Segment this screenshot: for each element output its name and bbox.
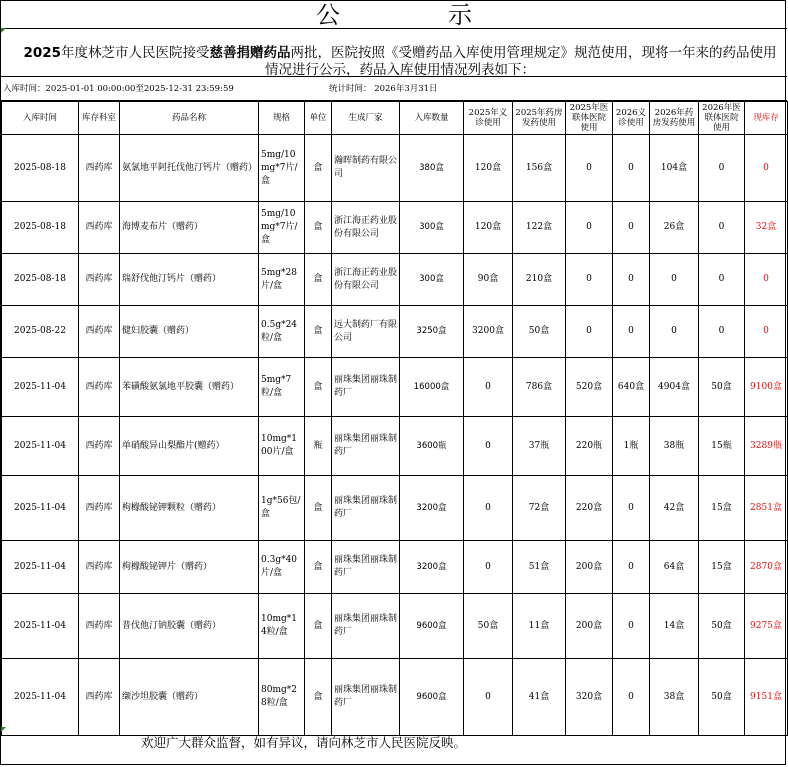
cell-unit: 盒	[305, 306, 332, 358]
cell-stock: 9151盒	[745, 659, 788, 736]
cell-stock: 2870盒	[745, 541, 788, 594]
cell-name: 健妇胶囊（赠药）	[120, 306, 259, 358]
cell-dept: 西药库	[79, 306, 120, 358]
cell-date: 2025-11-04	[2, 358, 79, 417]
cell-date: 2025-11-04	[2, 476, 79, 541]
cell-name: 枸橼酸铋钾颗粒（赠药）	[120, 476, 259, 541]
column-header: 规格	[259, 102, 305, 135]
stat-date: 统计时间： 2026年3月31日	[329, 84, 438, 94]
cell-y25-pharm: 72盒	[513, 476, 566, 541]
cell-y26-union: 0	[699, 135, 745, 202]
cell-stock: 9275盒	[745, 594, 788, 659]
column-header: 2026年药房发药使用	[650, 102, 699, 135]
cell-y26-union: 50盒	[699, 594, 745, 659]
cell-unit: 盒	[305, 541, 332, 594]
cell-unit: 瓶	[305, 417, 332, 476]
cell-y26-free: 0	[613, 306, 650, 358]
cell-dept: 西药库	[79, 202, 120, 254]
cell-qty: 380盒	[400, 135, 464, 202]
cell-maker: 丽珠集团丽珠制药厂	[332, 541, 400, 594]
cell-unit: 盒	[305, 254, 332, 306]
cell-dept: 西药库	[79, 541, 120, 594]
cell-unit: 盒	[305, 594, 332, 659]
cell-spec: 10mg*14粒/盒	[259, 594, 305, 659]
cell-spec: 1g*56包/盒	[259, 476, 305, 541]
cell-y25-union: 0	[566, 135, 613, 202]
table-row	[2, 541, 788, 594]
cell-y26-pharm: 0	[650, 254, 699, 306]
intro-year: 2025	[23, 45, 62, 61]
cell-dept: 西药库	[79, 135, 120, 202]
cell-y25-free: 0	[464, 659, 513, 736]
column-header: 入库数量	[400, 102, 464, 135]
cell-y26-free: 0	[613, 594, 650, 659]
cell-y25-union: 220瓶	[566, 417, 613, 476]
cell-y25-free: 120盒	[464, 135, 513, 202]
cell-y25-union: 320盒	[566, 659, 613, 736]
table-row	[2, 254, 788, 306]
table-row	[2, 476, 788, 541]
column-header: 2025年义诊使用	[464, 102, 513, 135]
cell-date: 2025-11-04	[2, 594, 79, 659]
cell-y25-union: 220盒	[566, 476, 613, 541]
intro-text-1: 年度林芝市人民医院接受	[61, 45, 210, 61]
cell-y25-free: 90盒	[464, 254, 513, 306]
cell-stock: 2851盒	[745, 476, 788, 541]
cell-y26-free: 0	[613, 254, 650, 306]
cell-y25-free: 0	[464, 476, 513, 541]
cell-stock: 0	[745, 306, 788, 358]
cell-qty: 3200盒	[400, 476, 464, 541]
cell-stock: 0	[745, 254, 788, 306]
cell-y26-free: 1瓶	[613, 417, 650, 476]
cell-y26-pharm: 0	[650, 306, 699, 358]
cell-qty: 3250盒	[400, 306, 464, 358]
cell-y26-union: 50盒	[699, 659, 745, 736]
cell-y26-pharm: 38瓶	[650, 417, 699, 476]
cell-dept: 西药库	[79, 476, 120, 541]
cell-y25-pharm: 156盒	[513, 135, 566, 202]
cell-stock: 0	[745, 135, 788, 202]
column-header: 2026年医联体医院使用	[699, 102, 745, 135]
cell-y26-free: 0	[613, 541, 650, 594]
column-header: 2025年药房发药使用	[513, 102, 566, 135]
cell-unit: 盒	[305, 476, 332, 541]
cell-maker: 瀚晖制药有限公司	[332, 135, 400, 202]
cell-y25-pharm: 37瓶	[513, 417, 566, 476]
table-row	[2, 306, 788, 358]
cell-marker-icon	[1, 28, 6, 33]
table-header-row	[2, 102, 788, 135]
cell-y26-union: 0	[699, 254, 745, 306]
cell-qty: 300盒	[400, 254, 464, 306]
cell-unit: 盒	[305, 202, 332, 254]
cell-date: 2025-11-04	[2, 659, 79, 736]
table-row	[2, 202, 788, 254]
cell-y26-free: 0	[613, 476, 650, 541]
cell-dept: 西药库	[79, 659, 120, 736]
cell-y25-pharm: 210盒	[513, 254, 566, 306]
cell-spec: 5mg/10mg*7片/盒	[259, 135, 305, 202]
cell-maker: 浙江海正药业股份有限公司	[332, 202, 400, 254]
intro-bold: 慈善捐赠药品	[209, 45, 291, 61]
drug-table	[1, 101, 788, 736]
cell-y25-free: 0	[464, 358, 513, 417]
cell-y25-union: 200盒	[566, 541, 613, 594]
cell-maker: 丽珠集团丽珠制药厂	[332, 358, 400, 417]
cell-y25-pharm: 50盒	[513, 306, 566, 358]
cell-spec: 5mg/10mg*7片/盒	[259, 202, 305, 254]
cell-y26-free: 0	[613, 135, 650, 202]
column-header: 入库时间	[2, 102, 79, 135]
cell-name: 枸橼酸铋钾片（赠药）	[120, 541, 259, 594]
cell-y25-pharm: 122盒	[513, 202, 566, 254]
cell-unit: 盒	[305, 659, 332, 736]
cell-maker: 远大制药厂有限公司	[332, 306, 400, 358]
table-row	[2, 135, 788, 202]
cell-y26-union: 50盒	[699, 358, 745, 417]
cell-maker: 丽珠集团丽珠制药厂	[332, 417, 400, 476]
cell-y25-free: 120盒	[464, 202, 513, 254]
cell-maker: 浙江海正药业股份有限公司	[332, 254, 400, 306]
cell-name: 海博麦布片（赠药）	[120, 202, 259, 254]
cell-date: 2025-11-04	[2, 417, 79, 476]
cell-y26-free: 0	[613, 202, 650, 254]
cell-y26-pharm: 14盒	[650, 594, 699, 659]
cell-maker: 丽珠集团丽珠制药厂	[332, 659, 400, 736]
table-row	[2, 594, 788, 659]
cell-y26-union: 0	[699, 202, 745, 254]
cell-y25-pharm: 41盒	[513, 659, 566, 736]
cell-dept: 西药库	[79, 594, 120, 659]
cell-marker-icon	[1, 727, 6, 732]
cell-stock: 9100盒	[745, 358, 788, 417]
column-header: 现库存	[745, 102, 788, 135]
cell-date: 2025-08-22	[2, 306, 79, 358]
cell-name: 氨氯地平阿托伐他汀钙片（赠药）	[120, 135, 259, 202]
cell-y25-union: 0	[566, 254, 613, 306]
cell-maker: 丽珠集团丽珠制药厂	[332, 476, 400, 541]
cell-date: 2025-08-18	[2, 254, 79, 306]
cell-unit: 盒	[305, 135, 332, 202]
cell-y25-free: 3200盒	[464, 306, 513, 358]
cell-y25-union: 0	[566, 306, 613, 358]
cell-spec: 80mg*28粒/盒	[259, 659, 305, 736]
cell-stock: 32盒	[745, 202, 788, 254]
cell-name: 苯磺酸氨氯地平胶囊（赠药）	[120, 358, 259, 417]
cell-y25-pharm: 11盒	[513, 594, 566, 659]
cell-y26-pharm: 42盒	[650, 476, 699, 541]
cell-spec: 10mg*100片/盒	[259, 417, 305, 476]
cell-dept: 西药库	[79, 417, 120, 476]
cell-qty: 9600盒	[400, 659, 464, 736]
cell-qty: 300盒	[400, 202, 464, 254]
cell-y26-union: 15瓶	[699, 417, 745, 476]
cell-spec: 5mg*7粒/盒	[259, 358, 305, 417]
table-row	[2, 417, 788, 476]
cell-spec: 0.3g*40片/盒	[259, 541, 305, 594]
date-range: 入库时间：2025-01-01 00:00:00至2025-12-31 23:59:59	[3, 84, 234, 94]
cell-y25-free: 0	[464, 541, 513, 594]
cell-qty: 3200盒	[400, 541, 464, 594]
cell-spec: 0.5g*24粒/盒	[259, 306, 305, 358]
table-row	[2, 358, 788, 417]
cell-y26-union: 15盒	[699, 476, 745, 541]
column-header: 2025年医联体医院使用	[566, 102, 613, 135]
cell-y26-pharm: 104盒	[650, 135, 699, 202]
cell-date: 2025-08-18	[2, 202, 79, 254]
cell-y25-free: 50盒	[464, 594, 513, 659]
cell-name: 普伐他汀钠胶囊（赠药）	[120, 594, 259, 659]
cell-y26-free: 640盒	[613, 358, 650, 417]
cell-stock: 3289瓶	[745, 417, 788, 476]
cell-y26-pharm: 38盒	[650, 659, 699, 736]
cell-y25-pharm: 51盒	[513, 541, 566, 594]
cell-date: 2025-08-18	[2, 135, 79, 202]
table-row	[2, 659, 788, 736]
cell-maker: 丽珠集团丽珠制药厂	[332, 594, 400, 659]
column-header: 2026义诊使用	[613, 102, 650, 135]
cell-y26-pharm: 4904盒	[650, 358, 699, 417]
page-title: 公 示	[1, 1, 787, 29]
cell-y25-union: 520盒	[566, 358, 613, 417]
cell-name: 瑞舒伐他汀钙片（赠药）	[120, 254, 259, 306]
cell-name: 单硝酸异山梨酯片(赠药）	[120, 417, 259, 476]
cell-dept: 西药库	[79, 254, 120, 306]
cell-qty: 3600瓶	[400, 417, 464, 476]
column-header: 库存科室	[79, 102, 120, 135]
cell-spec: 5mg*28片/盒	[259, 254, 305, 306]
column-header: 生成厂家	[332, 102, 400, 135]
cell-unit: 盒	[305, 358, 332, 417]
cell-y25-union: 200盒	[566, 594, 613, 659]
cell-y26-union: 0	[699, 306, 745, 358]
cell-date: 2025-11-04	[2, 541, 79, 594]
cell-name: 缬沙坦胶囊（赠药）	[120, 659, 259, 736]
cell-y26-union: 15盒	[699, 541, 745, 594]
cell-qty: 9600盒	[400, 594, 464, 659]
cell-y25-pharm: 786盒	[513, 358, 566, 417]
cell-y25-union: 0	[566, 202, 613, 254]
cell-qty: 16000盒	[400, 358, 464, 417]
cell-y26-pharm: 64盒	[650, 541, 699, 594]
cell-y26-free: 0	[613, 659, 650, 736]
column-header: 单位	[305, 102, 332, 135]
cell-y26-pharm: 26盒	[650, 202, 699, 254]
column-header: 药品名称	[120, 102, 259, 135]
footer-note: 欢迎广大群众监督，如有异议，请向林芝市人民医院反映。	[141, 735, 467, 750]
meta-row	[1, 77, 787, 101]
intro-paragraph	[1, 29, 787, 77]
intro-text-2: 两批，医院按照《受赠药品入库使用管理规定》规范使用，现将一年来的药品使用情况进行公示，药品入库使用情况列表如下：	[265, 45, 777, 78]
cell-dept: 西药库	[79, 358, 120, 417]
cell-y25-free: 0	[464, 417, 513, 476]
